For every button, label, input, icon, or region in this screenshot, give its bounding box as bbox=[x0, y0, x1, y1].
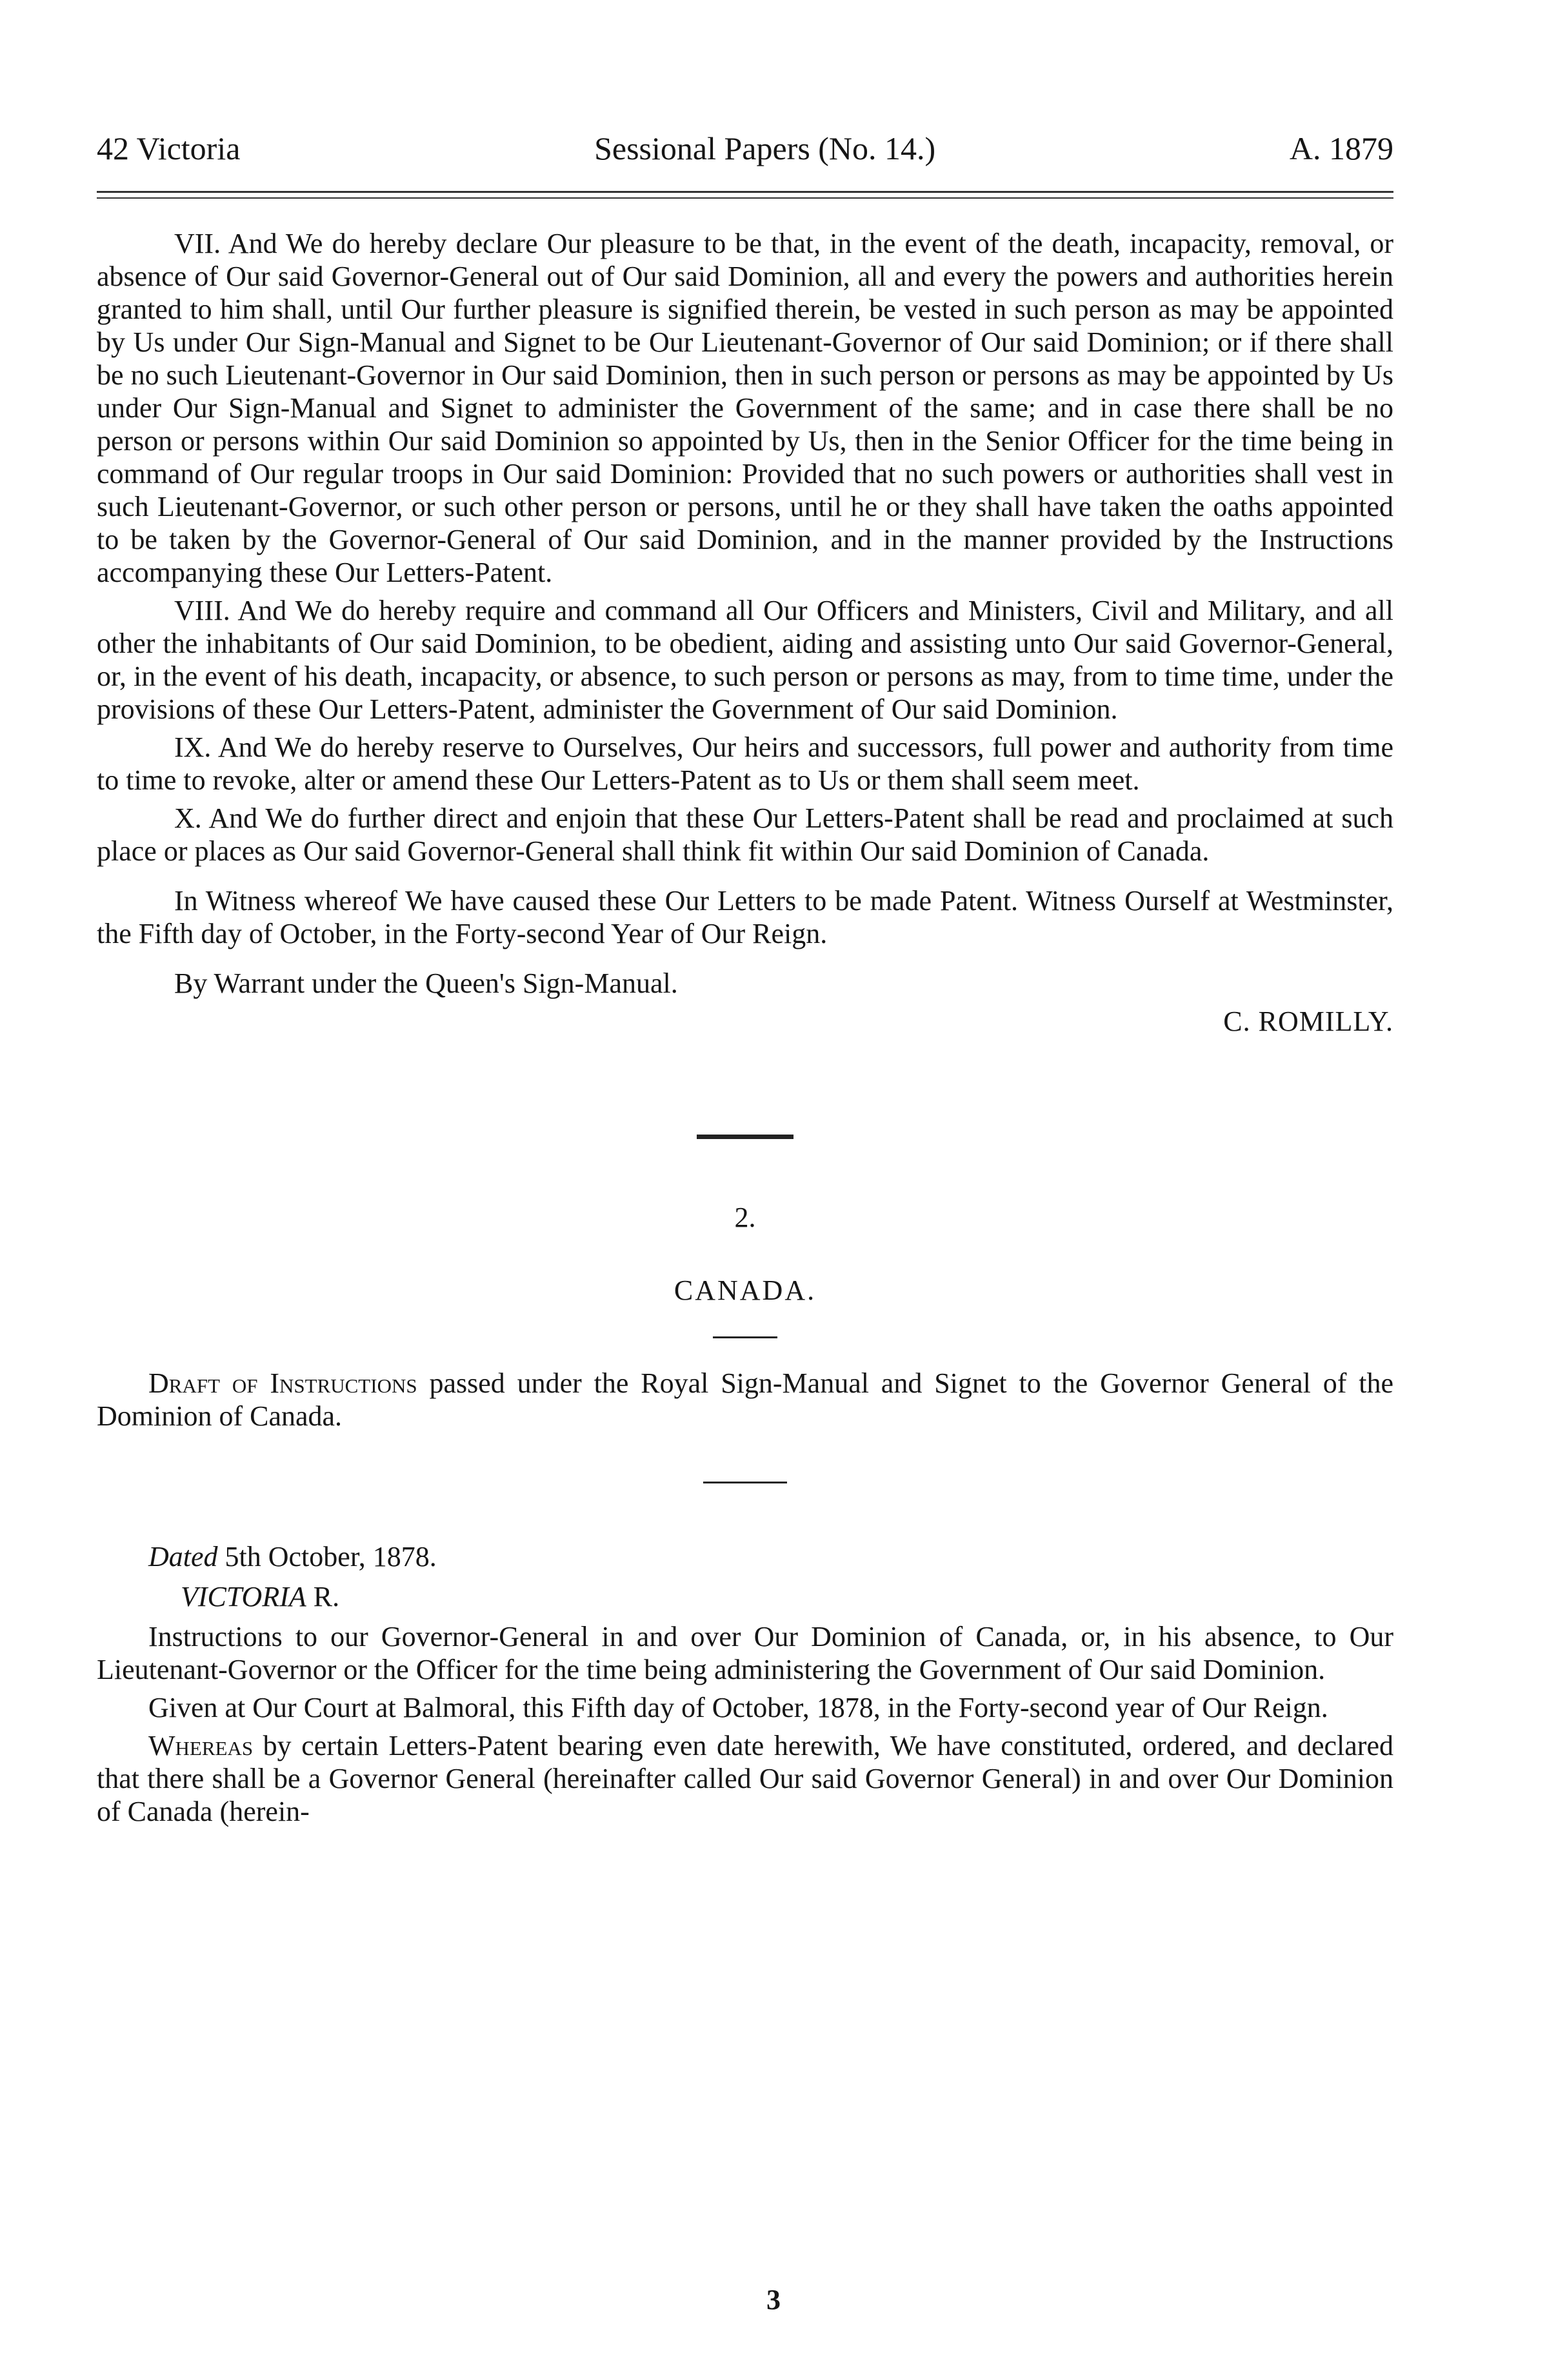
royal-name: VICTORIA bbox=[181, 1581, 306, 1612]
draft-lead: Draft of Instructions bbox=[148, 1367, 417, 1399]
instructions-paragraph-3 bbox=[97, 1729, 1393, 1828]
instructions-text bbox=[97, 1620, 1393, 1828]
signatory: C. ROMILLY. bbox=[1223, 1006, 1393, 1037]
header-session: 42 Victoria bbox=[97, 130, 241, 166]
header-series: Sessional Papers (No. 14.) bbox=[594, 130, 936, 166]
page-number: 3 bbox=[766, 2284, 781, 2316]
royal-signature bbox=[97, 1580, 1393, 1614]
clause-x: X. And We do further direct and enjoin that these Our Letters-Patent shall be read and proclaimed at such place or places as Our said Governor-General shall think fit within Our said Dominion of Canada. bbox=[97, 802, 1393, 867]
warrant-line: By Warrant under the Queen's Sign-Manual. bbox=[174, 967, 678, 999]
header-rule bbox=[97, 191, 1393, 199]
draft-divider bbox=[703, 1482, 787, 1483]
dated-label: Dated bbox=[148, 1541, 218, 1572]
title-divider bbox=[713, 1336, 777, 1338]
dated-line bbox=[97, 1540, 1393, 1574]
whereas-lead: Whereas bbox=[148, 1730, 254, 1761]
document-page bbox=[97, 129, 1393, 1833]
header-year: A. 1879 bbox=[1289, 130, 1393, 166]
section-divider bbox=[697, 1135, 793, 1139]
instructions-paragraph-1: Instructions to our Governor-General in and over Our Dominion of Canada, or, in his absence, to Our Lieutenant-Governor or the Officer for the time being administering the Government of Our said Dominion. bbox=[97, 1621, 1393, 1685]
letters-patent-text bbox=[97, 227, 1393, 1000]
draft-heading bbox=[97, 1367, 1393, 1433]
running-header bbox=[97, 129, 1393, 168]
instructions-paragraph-2: Given at Our Court at Balmoral, this Fifth day of October, 1878, in the Forty-second year of Our Reign. bbox=[148, 1692, 1328, 1723]
clause-vii: VII. And We do hereby declare Our pleasure to be that, in the event of the death, incapacity, removal, or absence of Our said Governor-General out of Our said Dominion, all and every the powers and authorities herein granted to him shall, until Our further pleasure is signified therein, be vested in such person as may be appointed by Us under Our Sign-Manual and Signet to be Our Lieutenant-Governor of Our said Dominion; or if there shall be no such Lieutenant-Governor in Our said Dominion, then in such person or persons as may be appointed by Us under Our Sign-Manual and Signet to administer the Government of the same; and in case there shall be no person or persons within Our said Dominion so appointed by Us, then in the Senior Officer for the time being in command of Our regular troops in Our said Dominion: Provided that no such powers or authorities shall vest in such Lieutenant-Governor, or such other person or persons, until he or they shall have taken the oaths appointed to be taken by the Governor-General of Our said Dominion, and in the manner provided by the Instructions accompanying these Our Letters-Patent. bbox=[97, 228, 1393, 588]
clause-viii: VIII. And We do hereby require and command all Our Officers and Ministers, Civil and Military, and all other the inhabitants of Our said Dominion, to be obedient, aiding and assisting unto Our said Governor-General, or, in the event of his death, incapacity, or absence, to such person or persons as may, from to time time, under the provisions of these Our Letters-Patent, administer the Government of Our said Dominion. bbox=[97, 595, 1393, 725]
royal-suffix: R. bbox=[306, 1581, 340, 1612]
clause-ix: IX. And We do hereby reserve to Ourselves, Our heirs and successors, full power and authority from time to time to revoke, alter or amend these Our Letters-Patent as to Us or them shall seem meet. bbox=[97, 731, 1393, 796]
whereas-rest: by certain Letters-Patent bearing even date herewith, We have constituted, ordered, and declared that there shall be a Governor General (hereinafter called Our said Governor General) in and over Our Dominion of Canada (herein- bbox=[97, 1730, 1393, 1827]
dated-date: 5th October, 1878. bbox=[217, 1541, 437, 1572]
section-title: CANADA. bbox=[674, 1274, 817, 1306]
witness-clause: In Witness whereof We have caused these Our Letters to be made Patent. Witness Ourself at Westminster, the Fifth day of October, in the Forty-second Year of Our Reign. bbox=[97, 885, 1393, 949]
section-number: 2. bbox=[734, 1202, 756, 1233]
draft-rest: passed under the Royal Sign-Manual and Signet to the Governor General of the Dominion of Canada. bbox=[97, 1367, 1393, 1432]
